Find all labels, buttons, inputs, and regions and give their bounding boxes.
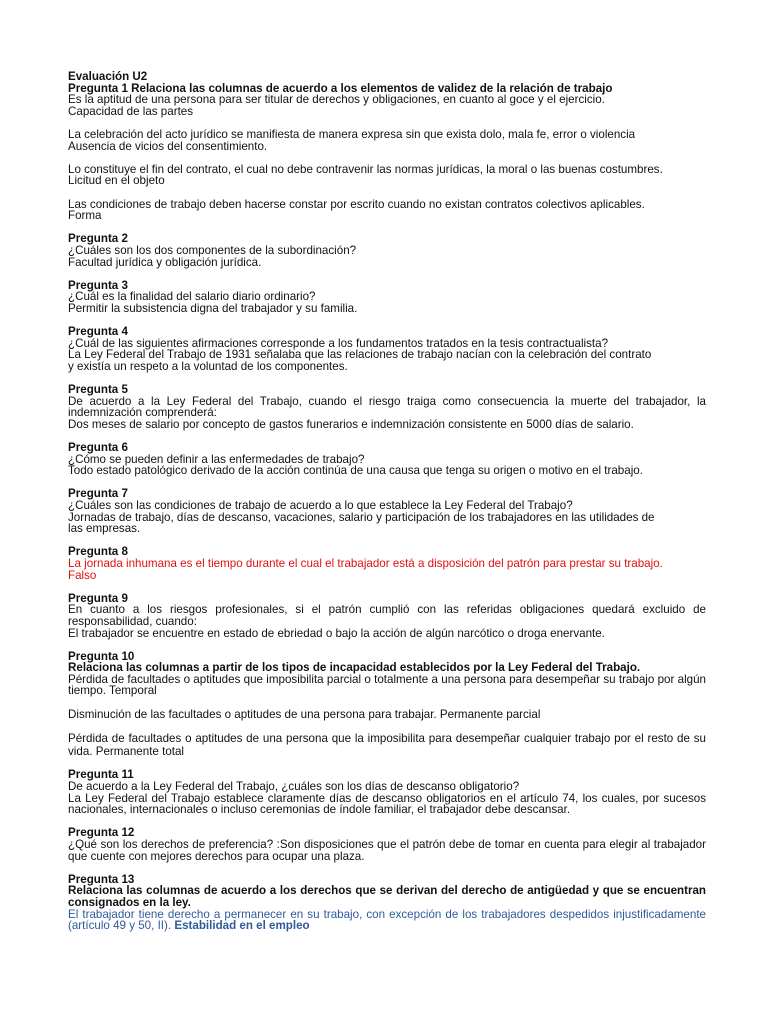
question-4-answer-line-2: y existía un respeto a la voluntad de los componentes. — [68, 359, 348, 373]
question-2-heading: Pregunta 2 — [68, 232, 128, 246]
question-13-item-1-text: El trabajador tiene derecho a permanecer en su trabajo, con excepción de los trabajadores despedidos injustificadamente (artículo 49 y 50, II). — [68, 907, 706, 933]
question-11-text: De acuerdo a la Ley Federal del Trabajo, ¿cuáles son los días de descanso obligatorio? — [68, 780, 520, 794]
question-2-text: ¿Cuáles son los dos componentes de la subordinación? — [68, 243, 357, 257]
question-1-item-3-answer: Licitud en el objeto — [68, 174, 165, 188]
question-13-item-1-answer: Estabilidad en el empleo — [174, 919, 310, 933]
question-8-answer: Falso — [68, 568, 97, 582]
question-1-item-2-answer: Ausencia de vicios del consentimiento. — [68, 139, 268, 153]
question-12-heading: Pregunta 12 — [68, 826, 135, 840]
question-13-instruction: Relaciona las columnas de acuerdo a los derechos que se derivan del derecho de antigüedad y que se encuentran consignados en la ley. — [68, 884, 706, 909]
question-7-text: ¿Cuáles son las condiciones de trabajo de acuerdo a lo que establece la Ley Federal del Trabajo? — [68, 498, 573, 512]
question-10-heading: Pregunta 10 — [68, 649, 135, 663]
question-3-text: ¿Cuál es la finalidad del salario diario ordinario? — [68, 290, 316, 304]
question-9-answer: El trabajador se encuentre en estado de ebriedad o bajo la acción de algún narcótico o droga enervante. — [68, 626, 605, 640]
question-1-item-1-text: Es la aptitud de una persona para ser titular de derechos y obligaciones, en cuanto al goce y el ejercicio. — [68, 93, 605, 107]
question-7-answer-line-2: las empresas. — [68, 522, 141, 536]
question-4-text: ¿Cuál de las siguientes afirmaciones corresponde a los fundamentos tratados en la tesis contractualista? — [68, 336, 609, 350]
question-5-heading: Pregunta 5 — [68, 383, 128, 397]
question-13-item-1 — [68, 909, 706, 932]
question-7-heading: Pregunta 7 — [68, 487, 128, 501]
question-6-text: ¿Cómo se pueden definir a las enfermedades de trabajo? — [68, 452, 365, 466]
question-11-answer: La Ley Federal del Trabajo establece claramente días de descanso obligatorios en el artículo 74, los cuales, por sucesos nacionales, internacionales o incluso ceremonias de índole familiar, el trabajador debe descansar. — [68, 791, 706, 817]
question-1-item-4-answer: Forma — [68, 209, 102, 223]
question-1-item-3-text: Lo constituye el fin del contrato, el cual no debe contravenir las normas jurídicas, la moral o las buenas costumbres. — [68, 162, 663, 176]
question-4-heading: Pregunta 4 — [68, 325, 128, 339]
question-8-text: La jornada inhumana es el tiempo durante el cual el trabajador está a disposición del patrón para prestar su trabajo. — [68, 556, 663, 570]
question-1-item-4-text: Las condiciones de trabajo deben hacerse constar por escrito cuando no existan contratos colectivos aplicables. — [68, 197, 645, 211]
question-1-item-2-text: La celebración del acto jurídico se manifiesta de manera expresa sin que exista dolo, mala fe, error o violencia — [68, 127, 636, 141]
question-10-item-3: Pérdida de facultades o aptitudes de una persona que la imposibilita para desempeñar cualquier trabajo por el resto de su vida. Permanente total — [68, 731, 706, 758]
question-6-heading: Pregunta 6 — [68, 441, 128, 454]
question-2-answer: Facultad jurídica y obligación jurídica. — [68, 255, 262, 269]
question-3-answer: Permitir la subsistencia digna del trabajador y su familia. — [68, 301, 358, 315]
question-1-heading: Pregunta 1 Relaciona las columnas de acuerdo a los elementos de validez de la relación de trabajo — [68, 81, 613, 95]
question-6-answer: Todo estado patológico derivado de la acción continúa de una causa que tenga su origen o motivo en el trabajo. — [68, 464, 643, 478]
question-12-text: ¿Qué son los derechos de preferencia? :Son disposiciones que el patrón debe de tomar en cuenta para elegir al trabajador que cuente con mejores derechos para ocupar una plaza. — [68, 838, 706, 863]
question-1-item-1-answer: Capacidad de las partes — [68, 104, 194, 118]
question-9-heading: Pregunta 9 — [68, 591, 128, 605]
question-10-item-2: Disminución de las facultades o aptitudes de una persona para trabajar. Permanente parcial — [68, 707, 541, 721]
question-11-heading: Pregunta 11 — [68, 768, 134, 782]
question-3-heading: Pregunta 3 — [68, 278, 128, 292]
question-4-answer-line-1: La Ley Federal del Trabajo de 1931 señalaba que las relaciones de trabajo nacían con la celebración del contrato — [68, 348, 652, 362]
question-5-text: De acuerdo a la Ley Federal del Trabajo, cuando el riesgo traiga como consecuencia la muerte del trabajador, la indemnización comprenderá: — [68, 394, 706, 420]
question-13-heading: Pregunta 13 — [68, 872, 135, 886]
question-5-answer: Dos meses de salario por concepto de gastos funerarios e indemnización consistente en 5000 días de salario. — [68, 417, 634, 431]
document-title: Evaluación U2 — [68, 70, 148, 83]
question-8-heading: Pregunta 8 — [68, 545, 128, 559]
question-9-text: En cuanto a los riesgos profesionales, si el patrón cumplió con las referidas obligaciones quedará excluido de responsabilidad, cuando: — [68, 603, 706, 628]
question-10-item-1: Pérdida de facultades o aptitudes que imposibilita parcial o totalmente a una persona para desempeñar su trabajo por algún tiempo. Temporal — [68, 672, 706, 698]
question-7-answer-line-1: Jornadas de trabajo, días de descanso, vacaciones, salario y participación de los trabajadores en las utilidades de — [68, 510, 655, 524]
question-10-instruction: Relaciona las columnas a partir de los tipos de incapacidad establecidos por la Ley Federal del Trabajo. — [68, 661, 641, 675]
